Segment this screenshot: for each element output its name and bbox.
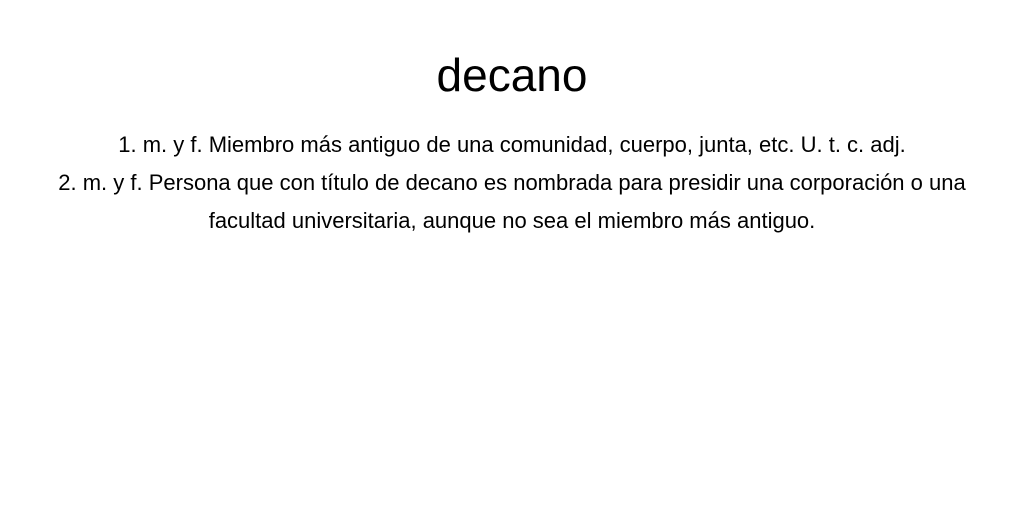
headword: decano xyxy=(436,49,588,101)
definitions xyxy=(52,126,972,240)
sense-1: 1. m. y f. Miembro más antiguo de una comunidad, cuerpo, junta, etc. U. t. c. adj. xyxy=(118,132,906,157)
sense-2: 2. m. y f. Persona que con título de decano es nombrada para presidir una corporación o una facultad universitaria, aunque no sea el miembro más antiguo. xyxy=(58,170,966,233)
